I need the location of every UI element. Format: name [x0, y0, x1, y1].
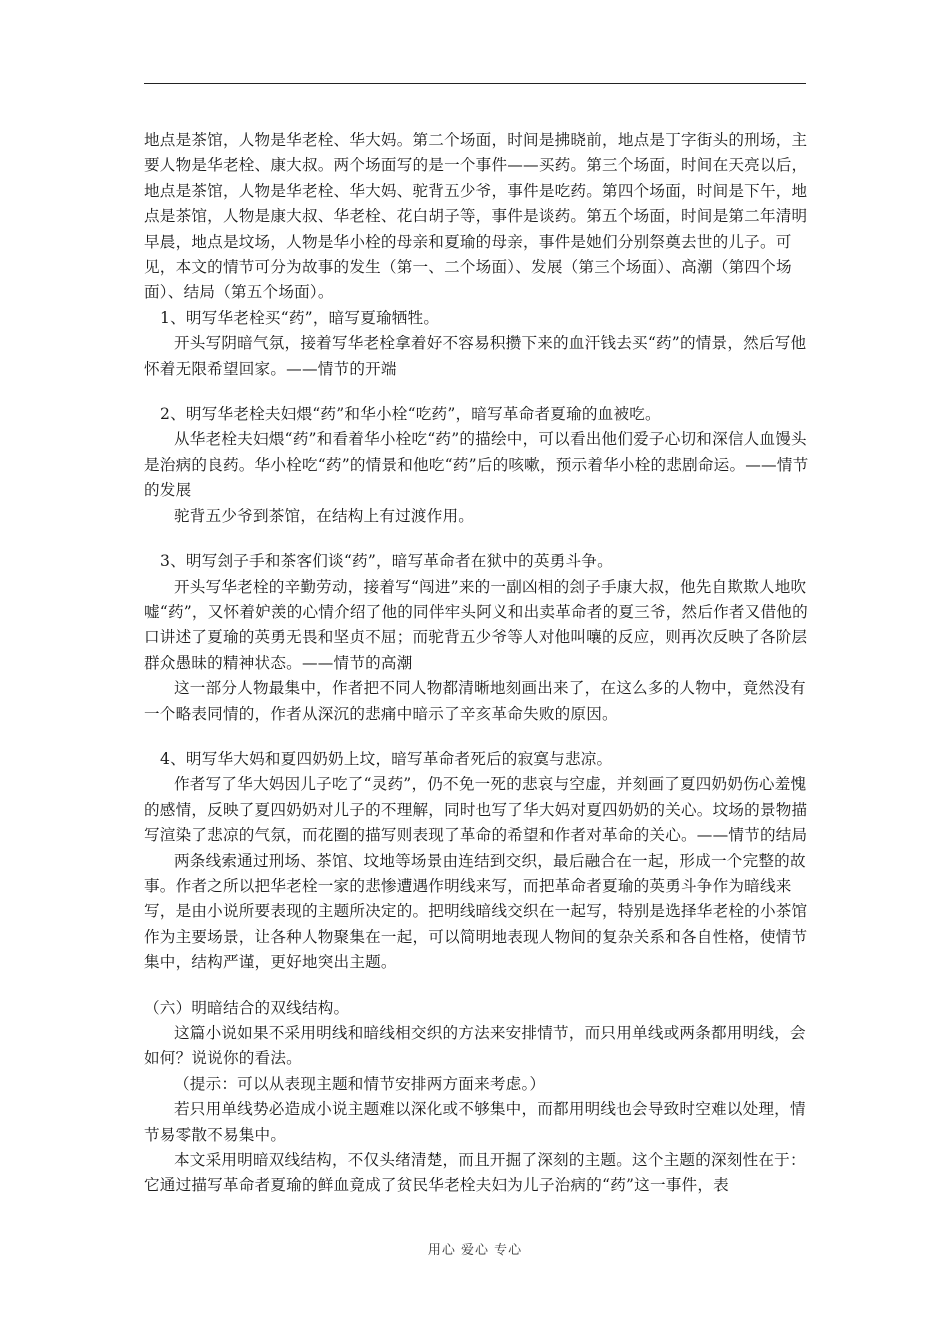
body-paragraph: 开头写华老栓的辛勤劳动，接着写“闯进”来的一副凶相的刽子手康大叔，他先自欺欺人地吹嘘“药”，又怀着妒羡的心情介绍了他的同伴牢头阿义和出卖革命者的夏三爷，然后作者又借他的口讲述了夏瑜的英勇无畏和坚贞不屈；而驼背五少爷等人对他叫嚷的反应，则再次反映了各阶层群众愚昧的精神状态。——情节的高潮	[144, 577, 808, 672]
header-rule	[144, 83, 806, 84]
paragraph-spacer	[144, 529, 810, 549]
body-paragraph: 这一部分人物最集中，作者把不同人物都清晰地刻画出来了，在这么多的人物中，竟然没有一个略表同情的，作者从深沉的悲痛中暗示了辛亥革命失败的原因。	[144, 679, 806, 723]
paragraph-spacer	[144, 382, 810, 402]
document-body	[144, 128, 810, 1199]
body-paragraph: （提示：可以从表现主题和情节安排两方面来考虑。）	[174, 1074, 546, 1093]
body-paragraph: 开头写阴暗气氛，接着写华老栓拿着好不容易积攒下来的血汗钱去买“药”的情景，然后写他怀着无限希望回家。——情节的开端	[144, 334, 807, 378]
section-heading: 3、明写刽子手和茶客们谈“药”，暗写革命者在狱中的英勇斗争。	[160, 552, 613, 571]
body-paragraph: 两条线索通过刑场、茶馆、坟地等场景由连结到交织，最后融合在一起，形成一个完整的故事。作者之所以把华老栓一家的悲惨遭遇作明线来写，而把革命者夏瑜的英勇斗争作为暗线来写，是由小说所要表现的主题所决定的。把明线暗线交织在一起写，特别是选择华老栓的小茶馆作为主要场景，让各种人物聚集在一起，可以简明地表现人物间的复杂关系和各自性格，使情节集中，结构严谨，更好地突出主题。	[144, 851, 808, 972]
body-paragraph: 本文采用明暗双线结构，不仅头绪清楚，而且开掘了深刻的主题。这个主题的深刻性在于：它通过描写革命者夏瑜的鲜血竟成了贫民华老栓夫妇为儿子治病的“药”这一事件，表	[144, 1151, 806, 1195]
body-paragraph: 作者写了华大妈因儿子吃了“灵药”，仍不免一死的悲哀与空虚，并刻画了夏四奶奶伤心羞愧的感情，反映了夏四奶奶对儿子的不理解，同时也写了华大妈对夏四奶奶的关心。坟场的景物描写渲染了悲凉的气氛，而花圈的描写则表现了革命的希望和作者对革命的关心。——情节的结局	[144, 775, 808, 845]
body-paragraph: 从华老栓夫妇煨“药”和看着华小栓吃“药”的描绘中，可以看出他们爱子心切和深信人血馒头是治病的良药。华小栓吃“药”的情景和他吃“药”后的咳嗽，预示着华小栓的悲剧命运。——情节的发展	[144, 430, 809, 500]
body-paragraph: 这篇小说如果不采用明线和暗线相交织的方法来安排情节，而只用单线或两条都用明线，会如何？说说你的看法。	[144, 1024, 806, 1068]
body-paragraph: 驼背五少爷到茶馆，在结构上有过渡作用。	[174, 506, 475, 525]
section-heading: 1、明写华老栓买“药”，暗写夏瑜牺牲。	[160, 308, 440, 327]
body-paragraph: 地点是茶馆，人物是华老栓、华大妈。第二个场面，时间是拂晓前，地点是丁字街头的刑场，主要人物是华老栓、康大叔。两个场面写的是一个事件——买药。第三个场面，时间在天亮以后，地点是茶馆，人物是华老栓、华大妈、驼背五少爷，事件是吃药。第四个场面，时间是下午，地点是茶馆，人物是康大叔、华老栓、花白胡子等，事件是谈药。第五个场面，时间是第二年清明早晨，地点是坟场，人物是华小栓的母亲和夏瑜的母亲，事件是她们分别祭奠去世的儿子。可见，本文的情节可分为故事的发生（第一、二个场面）、发展（第三个场面）、高潮（第四个场面）、结局（第五个场面）。	[144, 131, 808, 302]
page-footer: 用心 爱心 专心	[427, 1243, 523, 1258]
section-heading: 2、明写华老栓夫妇煨“药”和华小栓“吃药”，暗写革命者夏瑜的血被吃。	[160, 405, 661, 424]
paragraph-spacer	[144, 727, 810, 747]
section-heading: 4、明写华大妈和夏四奶奶上坟，暗写革命者死后的寂寞与悲凉。	[160, 749, 613, 768]
body-paragraph: （六）明暗结合的双线结构。	[144, 998, 350, 1017]
body-paragraph: 若只用单线势必造成小说主题难以深化或不够集中，而都用明线也会导致时空难以处理，情节易零散不易集中。	[144, 1100, 806, 1144]
paragraph-spacer	[144, 976, 810, 996]
